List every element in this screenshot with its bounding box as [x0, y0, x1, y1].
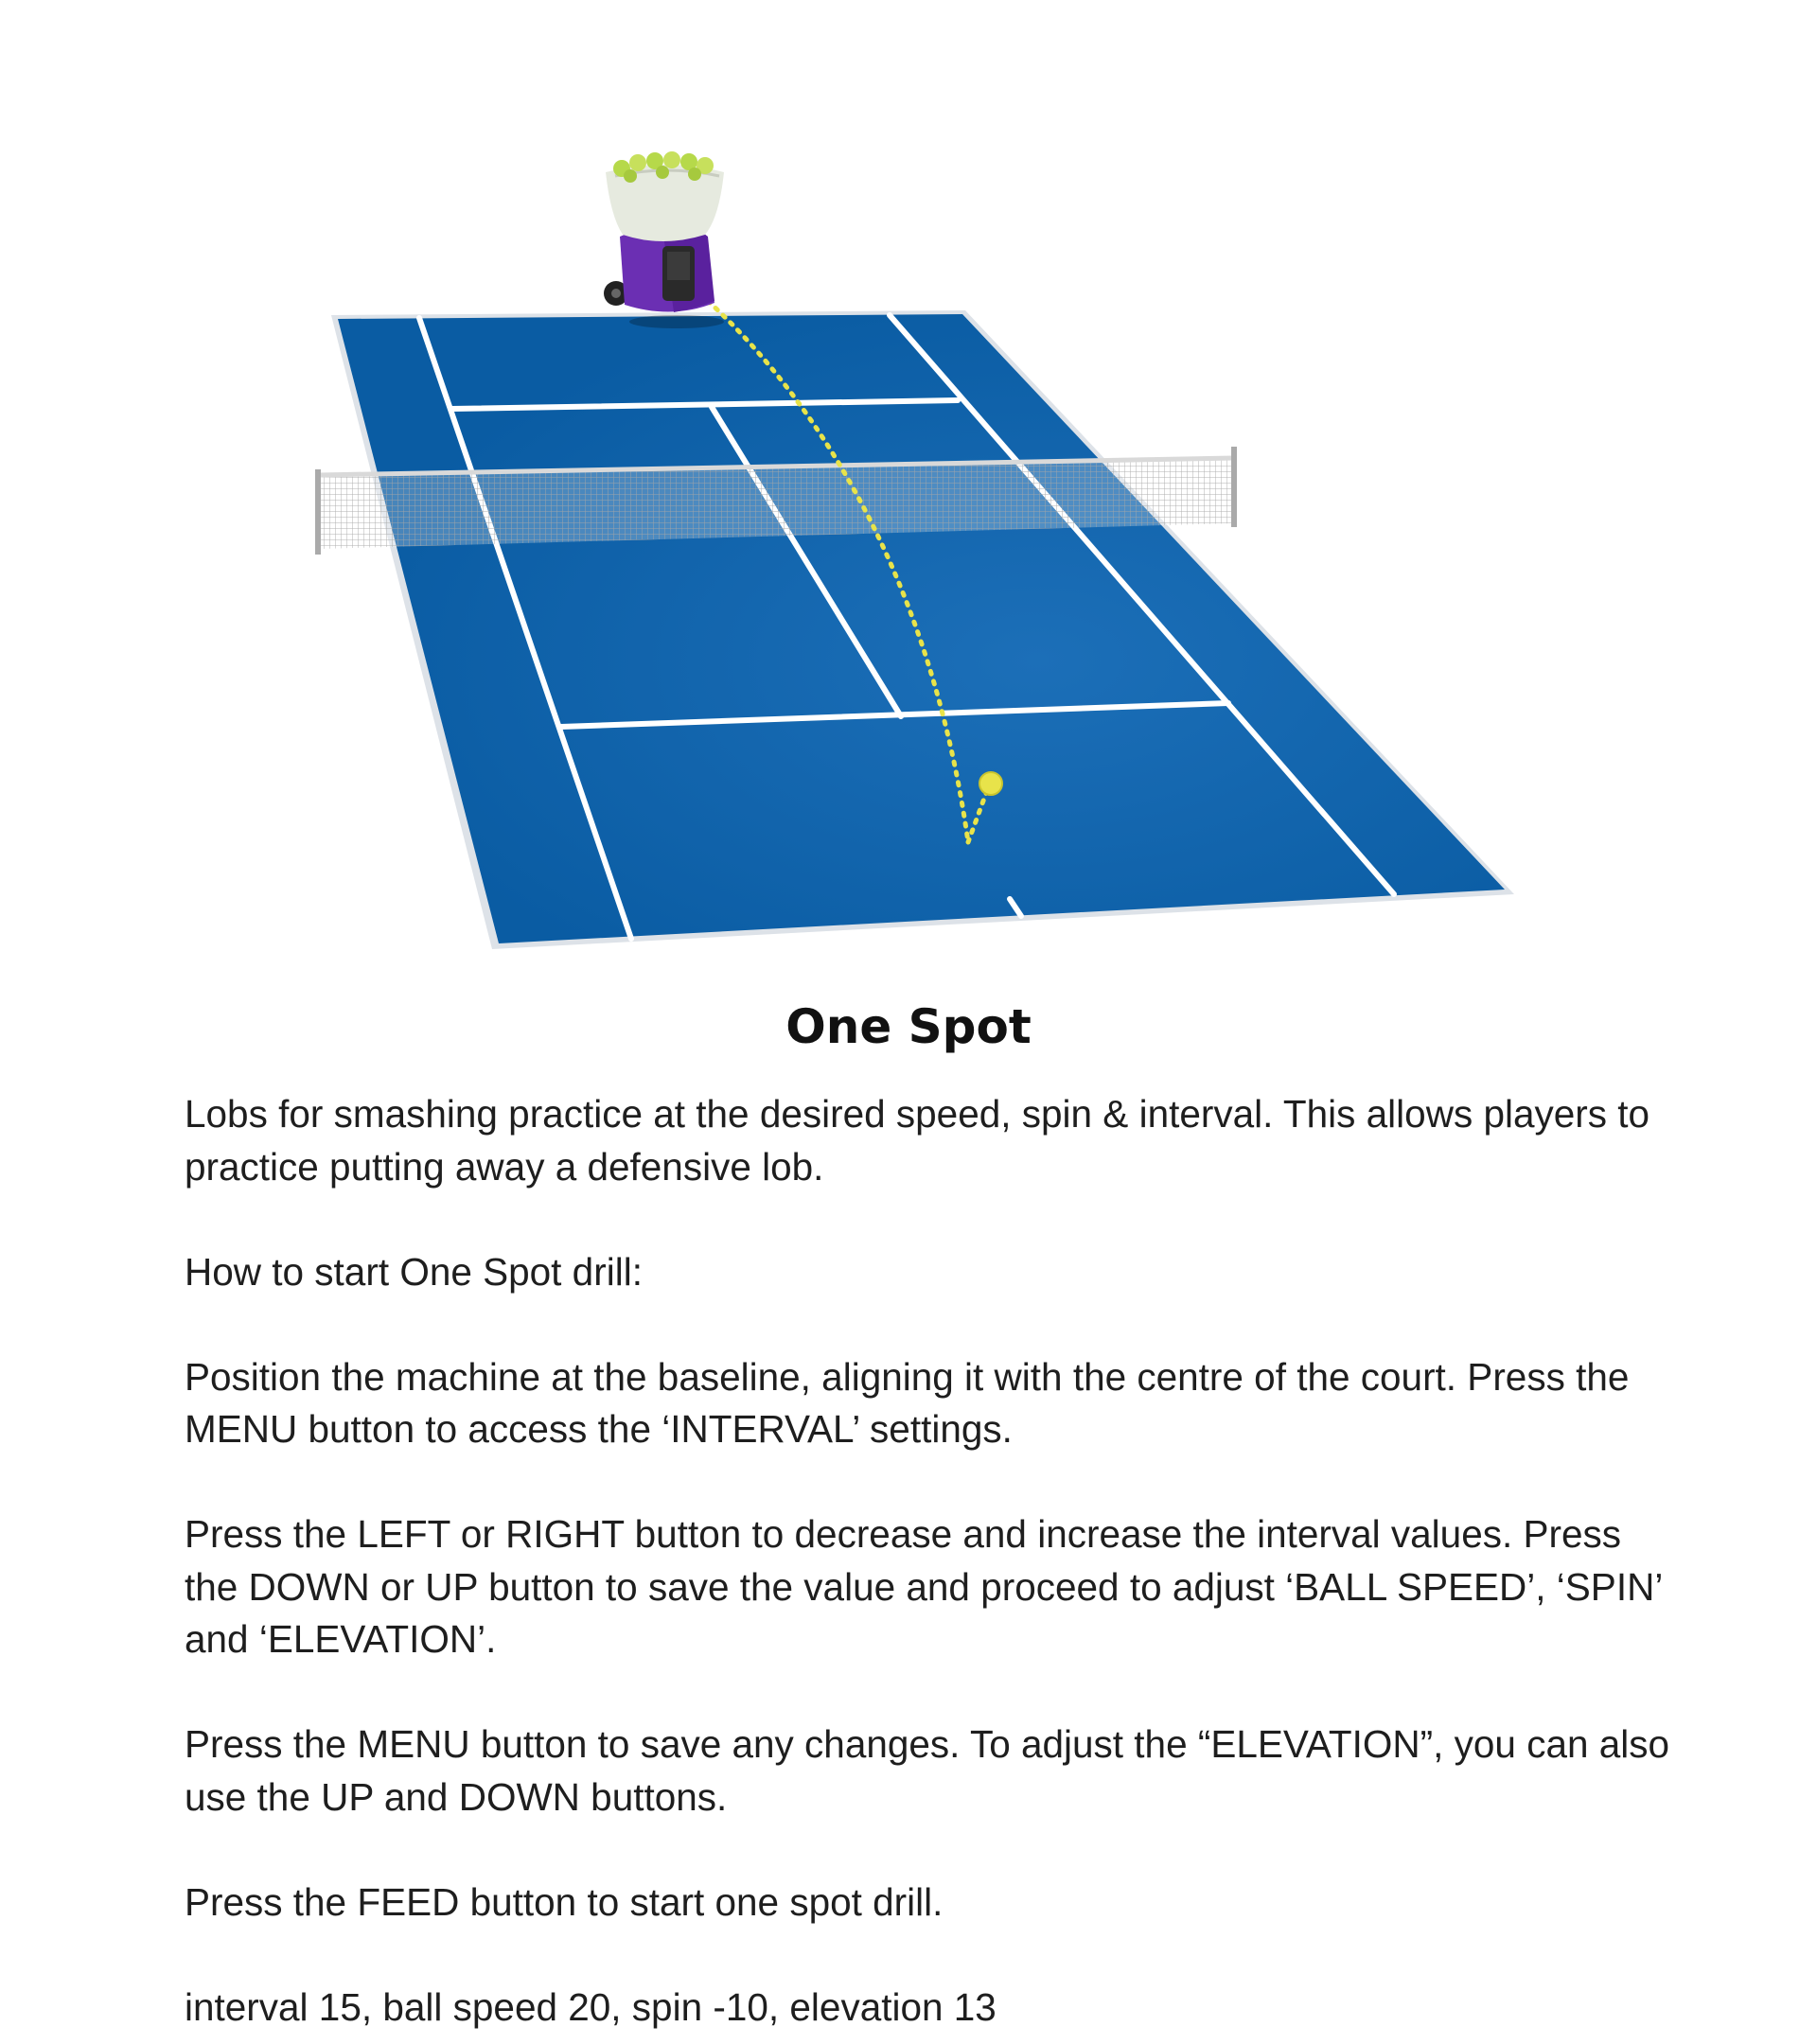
drill-title: One Spot	[785, 999, 1032, 1054]
drill-step: Press the LEFT or RIGHT button to decrease and increase the interval values. Press the DOWN or UP button to save the value and proceed to adjust ‘BALL SPEED’, ‘SPIN’ and ‘ELEVATION’.	[185, 1512, 1662, 1661]
tennis-ball-icon	[979, 772, 1002, 795]
how-to-heading: How to start One Spot drill:	[185, 1249, 643, 1294]
drill-step: Press the MENU button to save any changes. To adjust the “ELEVATION”, you can also use the UP and DOWN buttons.	[185, 1722, 1670, 1819]
ball-machine-icon	[604, 151, 724, 328]
drill-step: Position the machine at the baseline, aligning it with the centre of the court. Press the MENU button to access the ‘INTERVAL’ settings.	[185, 1354, 1630, 1451]
drill-step: Press the FEED button to start one spot drill.	[185, 1879, 944, 1924]
court-illustration	[0, 0, 1817, 984]
drill-description	[185, 1088, 1680, 2044]
drill-settings: interval 15, ball speed 20, spin -10, elevation 13	[185, 1984, 997, 2029]
court-diagram	[0, 0, 1817, 984]
drill-intro: Lobs for smashing practice at the desired speed, spin & interval. This allows players to practice putting away a defensive lob.	[185, 1092, 1650, 1189]
